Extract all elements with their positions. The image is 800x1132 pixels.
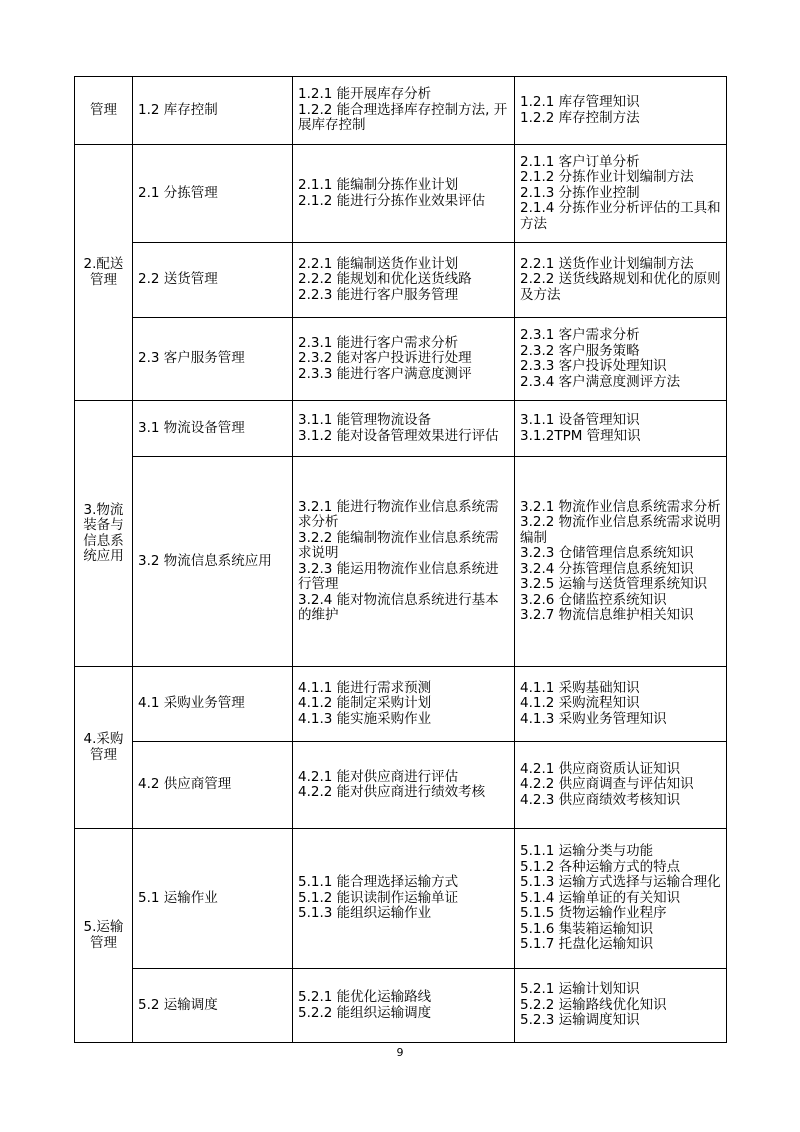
- knowledge-cell: [515, 829, 727, 969]
- knowledge-item: 3.2.4 分拣管理信息系统知识: [520, 560, 694, 577]
- table-row: [75, 77, 727, 145]
- knowledge-item: 2.1.2 分拣作业计划编制方法: [520, 169, 694, 186]
- knowledge-cell: [515, 243, 727, 318]
- job-cell: 2.1 分拣管理: [133, 145, 293, 243]
- skill-item: 4.2.2 能对供应商进行绩效考核: [298, 784, 486, 800]
- knowledge-item: 1.2.2 库存控制方法: [520, 109, 640, 126]
- job-cell: 4.1 采购业务管理: [133, 667, 293, 742]
- skill-item: 3.2.2 能编制物流作业信息系统需求说明: [298, 529, 499, 561]
- skill-item: 4.1.1 能进行需求预测: [298, 679, 432, 696]
- knowledge-item: 4.2.3 供应商绩效考核知识: [520, 791, 681, 808]
- function-cell: 4.采购管理: [75, 667, 133, 829]
- knowledge-item: 5.1.6 集装箱运输知识: [520, 920, 654, 937]
- knowledge-item: 5.1.5 货物运输作业程序: [520, 905, 667, 922]
- knowledge-item: 2.1.3 分拣作业控制: [520, 184, 640, 201]
- skills-table: [74, 76, 727, 1043]
- skill-item: 5.1.3 能组织运输作业: [298, 905, 432, 922]
- knowledge-item: 3.2.6 仓储监控系统知识: [520, 591, 667, 608]
- skill-item: 5.1.2 能识读制作运输单证: [298, 889, 459, 906]
- job-cell: 3.1 物流设备管理: [133, 401, 293, 457]
- knowledge-item: 2.1.1 客户订单分析: [520, 153, 640, 170]
- skills-cell: [293, 742, 515, 829]
- knowledge-item: 5.1.3 运输方式选择与运输合理化: [520, 874, 721, 891]
- function-cell: 3.物流装备与信息系统应用: [75, 401, 133, 667]
- table-row: [75, 829, 727, 969]
- knowledge-item: 2.2.1 送货作业计划编制方法: [520, 255, 694, 272]
- knowledge-item: 4.2.2 供应商调查与评估知识: [520, 776, 694, 793]
- knowledge-item: 3.2.5 运输与送货管理系统知识: [520, 576, 708, 592]
- skill-item: 2.1.1 能编制分拣作业计划: [298, 177, 459, 193]
- skill-item: 2.1.2 能进行分拣作业效果评估: [298, 192, 486, 209]
- knowledge-item: 3.2.2 物流作业信息系统需求说明编制: [520, 514, 721, 546]
- knowledge-item: 3.2.3 仓储管理信息系统知识: [520, 545, 694, 561]
- knowledge-item: 4.1.2 采购流程知识: [520, 695, 640, 712]
- knowledge-item: 5.2.2 运输路线优化知识: [520, 996, 667, 1013]
- knowledge-item: 5.1.1 运输分类与功能: [520, 843, 654, 860]
- skill-item: 2.2.1 能编制送货作业计划: [298, 255, 459, 272]
- skill-item: 3.1.1 能管理物流设备: [298, 412, 432, 428]
- function-cell: 2.配送管理: [75, 145, 133, 401]
- knowledge-item: 2.3.2 客户服务策略: [520, 342, 640, 359]
- skill-item: 3.2.4 能对物流信息系统进行基本的维护: [298, 591, 499, 623]
- skills-cell: [293, 243, 515, 318]
- skill-item: 4.1.2 能制定采购计划: [298, 695, 432, 712]
- job-cell: 4.2 供应商管理: [133, 742, 293, 829]
- knowledge-item: 3.2.1 物流作业信息系统需求分析: [520, 498, 721, 515]
- skills-cell: [293, 969, 515, 1043]
- knowledge-item: 4.2.1 供应商资质认证知识: [520, 760, 681, 777]
- table-row: [75, 667, 727, 742]
- skill-item: 5.2.2 能组织运输调度: [298, 1004, 432, 1021]
- knowledge-item: 5.2.1 运输计划知识: [520, 981, 640, 998]
- knowledge-item: 3.2.7 物流信息维护相关知识: [520, 607, 694, 623]
- table-row: [75, 318, 727, 401]
- skill-item: 4.2.1 能对供应商进行评估: [298, 768, 459, 785]
- table-row: [75, 457, 727, 667]
- skills-cell: [293, 77, 515, 145]
- skill-item: 2.2.3 能进行客户服务管理: [298, 286, 459, 303]
- table-row: [75, 145, 727, 243]
- skills-cell: [293, 318, 515, 401]
- skills-cell: [293, 145, 515, 243]
- skill-item: 2.3.3 能进行客户满意度测评: [298, 365, 472, 382]
- knowledge-cell: [515, 318, 727, 401]
- knowledge-cell: [515, 667, 727, 742]
- skills-cell: [293, 667, 515, 742]
- knowledge-item: 2.3.4 客户满意度测评方法: [520, 373, 681, 390]
- page-number: 9: [396, 1046, 404, 1059]
- skill-item: 5.1.1 能合理选择运输方式: [298, 874, 459, 891]
- skills-cell: [293, 401, 515, 457]
- job-cell: 5.2 运输调度: [133, 969, 293, 1043]
- table-row: [75, 742, 727, 829]
- knowledge-item: 3.1.1 设备管理知识: [520, 412, 640, 428]
- function-cell: 5.运输管理: [75, 829, 133, 1043]
- skill-item: 5.2.1 能优化运输路线: [298, 989, 432, 1005]
- knowledge-item: 5.2.3 运输调度知识: [520, 1012, 640, 1029]
- skills-cell: [293, 457, 515, 667]
- knowledge-item: 3.1.2TPM 管理知识: [520, 427, 641, 444]
- knowledge-item: 5.1.7 托盘化运输知识: [520, 936, 654, 953]
- knowledge-item: 5.1.2 各种运输方式的特点: [520, 858, 681, 875]
- table-row: [75, 401, 727, 457]
- knowledge-item: 5.1.4 运输单证的有关知识: [520, 889, 681, 906]
- knowledge-cell: [515, 401, 727, 457]
- table-row: [75, 969, 727, 1043]
- knowledge-item: 2.1.4 分拣作业分析评估的工具和方法: [520, 200, 721, 232]
- skill-item: 3.2.3 能运用物流作业信息系统进行管理: [298, 560, 499, 592]
- skill-item: 4.1.3 能实施采购作业: [298, 710, 432, 727]
- skill-item: 1.2.1 能开展库存分析: [298, 86, 432, 103]
- skill-item: 2.3.1 能进行客户需求分析: [298, 334, 459, 351]
- job-cell: 5.1 运输作业: [133, 829, 293, 969]
- knowledge-item: 2.3.3 客户投诉处理知识: [520, 358, 667, 374]
- function-cell: 管理: [75, 77, 133, 145]
- knowledge-item: 4.1.3 采购业务管理知识: [520, 710, 667, 727]
- skill-item: 2.3.2 能对客户投诉进行处理: [298, 350, 472, 367]
- knowledge-cell: [515, 969, 727, 1043]
- skill-item: 1.2.2 能合理选择库存控制方法, 开展库存控制: [298, 101, 508, 134]
- skills-cell: [293, 829, 515, 969]
- knowledge-cell: [515, 457, 727, 667]
- skill-item: 3.1.2 能对设备管理效果进行评估: [298, 427, 499, 444]
- knowledge-item: 2.2.2 送货线路规划和优化的原则及方法: [520, 271, 721, 303]
- table-row: [75, 243, 727, 318]
- knowledge-item: 4.1.1 采购基础知识: [520, 679, 640, 696]
- knowledge-cell: [515, 77, 727, 145]
- skill-item: 2.2.2 能规划和优化送货线路: [298, 271, 472, 288]
- job-cell: 3.2 物流信息系统应用: [133, 457, 293, 667]
- job-cell: 1.2 库存控制: [133, 77, 293, 145]
- knowledge-item: 1.2.1 库存管理知识: [520, 94, 640, 110]
- knowledge-cell: [515, 145, 727, 243]
- skill-item: 3.2.1 能进行物流作业信息系统需求分析: [298, 498, 499, 530]
- job-cell: 2.2 送货管理: [133, 243, 293, 318]
- job-cell: 2.3 客户服务管理: [133, 318, 293, 401]
- knowledge-item: 2.3.1 客户需求分析: [520, 327, 640, 343]
- knowledge-cell: [515, 742, 727, 829]
